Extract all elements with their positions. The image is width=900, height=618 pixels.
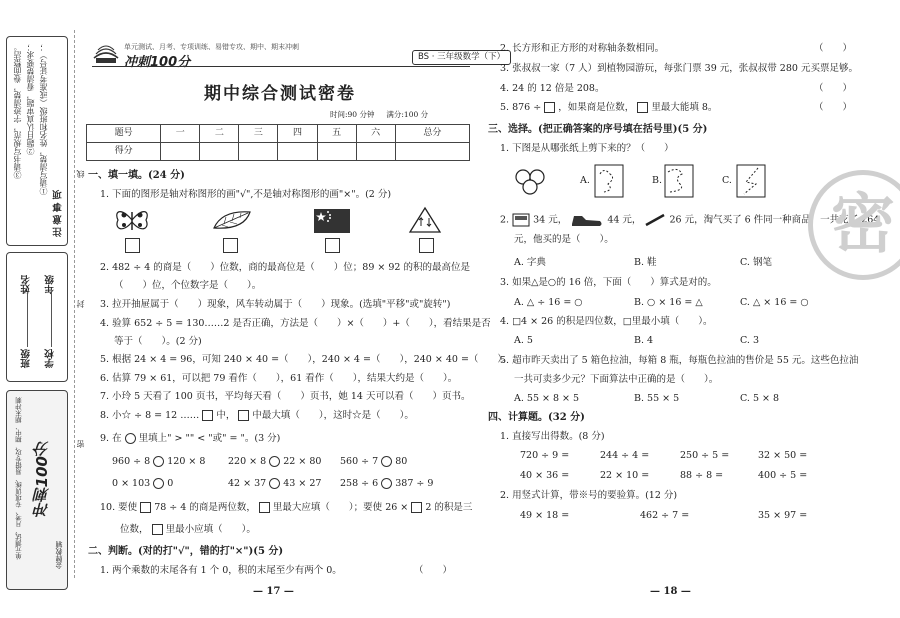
calc-item: 88 ÷ 8 =: [680, 470, 724, 481]
answer-box[interactable]: [637, 102, 648, 113]
compare-circle[interactable]: [153, 478, 164, 489]
side-publisher: 金牌教辅: [55, 541, 63, 569]
score-header-cell: 六: [356, 125, 395, 143]
choice-5b: 一共可卖多少元？下面算法中正确的是（ ）。: [514, 374, 719, 385]
compare-circle[interactable]: [269, 478, 280, 489]
judge-5-pre: 5. 876 ÷: [500, 102, 542, 113]
judge-2-blank[interactable]: （ ）: [814, 43, 853, 54]
choice-4-option-c[interactable]: C. 3: [740, 335, 760, 346]
price-dictionary: 34 元，: [533, 214, 568, 226]
compare-item: [340, 456, 407, 468]
question-7: 7. 小玲 5 天看了 100 页书，平均每天看（ ）页书，她 14 天可以看（ ）页书。: [100, 391, 471, 402]
compare-right: 43 × 27: [283, 478, 322, 489]
compare-item: [228, 478, 321, 490]
judge-1-blank[interactable]: （ ）: [414, 565, 453, 576]
choice-2-option-c[interactable]: C. 钢笔: [740, 257, 772, 268]
compare-left: 560 ÷ 7: [340, 456, 379, 467]
price-shoe: 44 元，: [607, 214, 642, 226]
school-field[interactable]: [51, 293, 52, 347]
answer-box[interactable]: [419, 238, 434, 253]
compare-circle[interactable]: [269, 456, 280, 467]
score-cell[interactable]: [395, 143, 469, 161]
compare-circle[interactable]: [381, 456, 392, 467]
score-header-cell: 二: [200, 125, 239, 143]
score-header-cell: 一: [161, 125, 200, 143]
school-label: 学校: [45, 349, 56, 368]
question-10a-mid2: 里最大应填（ ）；要使 26 ×: [272, 502, 409, 513]
answer-box[interactable]: [125, 238, 140, 253]
question-6: 6. 估算 79 × 61，可以把 79 看作（ ），61 看作（ ），结果大约是（ ）。: [100, 373, 458, 384]
compare-circle[interactable]: [153, 456, 164, 467]
compare-right: 387 ÷ 9: [395, 478, 434, 489]
compare-circle: [125, 433, 136, 444]
compare-left: 42 × 37: [228, 478, 267, 489]
confidential-stamp: 密: [808, 170, 900, 280]
choice-5-option-a[interactable]: A. 55 × 8 × 5: [514, 393, 580, 404]
score-cell[interactable]: [356, 143, 395, 161]
score-cell[interactable]: [278, 143, 317, 161]
question-5: 5. 根据 24 × 4 = 96，可知 240 × 40 =（ ），240 × 4 =（ ），240 × 40 =（ ）。: [100, 354, 512, 365]
compare-right: 22 × 80: [283, 456, 322, 467]
compare-left: 0 × 103: [112, 478, 151, 489]
judge-3: 3. 张叔叔一家（7 人）到植物园游玩，每张门票 39 元，张叔叔带 280 元买票足够。: [500, 63, 858, 74]
score-header-cell: 四: [278, 125, 317, 143]
name-label: 姓名: [21, 275, 32, 294]
seal-char: 密: [76, 440, 85, 448]
score-header-cell: 三: [239, 125, 278, 143]
answer-box[interactable]: [238, 410, 249, 421]
question-3: 3. 拉开抽屉属于（ ）现象，风车转动属于（ ）现象。(选填"平移"或"旋转"): [100, 299, 451, 310]
compare-item: [228, 456, 321, 468]
judge-5-blank[interactable]: （ ）: [814, 102, 853, 113]
question-1: 1. 下面的图形是轴对称图形的画"√",不是轴对称图形的画"×"。(2 分): [100, 189, 392, 200]
compare-item: [340, 478, 433, 490]
exam-full-score: 满分:100 分: [386, 110, 429, 119]
notice-label: 注意事项: [53, 187, 64, 237]
page-title: 期中综合测试密卷: [204, 84, 356, 104]
class-label: 班级: [21, 349, 32, 368]
choice-1-option-b[interactable]: B.: [652, 175, 663, 186]
score-cell[interactable]: [200, 143, 239, 161]
score-header-cell: 题号: [87, 125, 161, 143]
section-fill-title: 一、填一填。(24 分): [88, 170, 185, 181]
question-10a-post: 2 的积是三: [425, 502, 473, 513]
choice-2-option-a[interactable]: A. 字典: [514, 257, 546, 268]
header-brand: 冲刺100分: [124, 55, 191, 70]
notice-item: ②题目认真审题，看清楚要求；: [26, 43, 35, 155]
calc-item: 400 ÷ 5 =: [758, 470, 808, 481]
section-calc-title: 四、计算题。(32 分): [488, 412, 585, 423]
compare-left: 960 ÷ 8: [112, 456, 151, 467]
score-header-cell: 五: [317, 125, 356, 143]
compare-left: 220 × 8: [228, 456, 267, 467]
side-brand-title: 冲刺100分: [33, 441, 51, 518]
score-row-label: 得分: [87, 143, 161, 161]
calc-item: 720 ÷ 9 =: [520, 450, 570, 461]
choice-2b: 元，他买的是（ ）。: [514, 234, 614, 245]
notice-box: [6, 36, 68, 246]
book-logo-icon: [92, 40, 120, 64]
question-2b: （ ）位，个位数字是（ ）。: [114, 280, 262, 291]
page-number-left: — 17 —: [253, 586, 294, 597]
price-pen: 26 元，淘气买了 6 件同一种商品，一共花了 264: [669, 214, 880, 226]
question-9: [100, 433, 280, 445]
choice-3-option-a[interactable]: A. △ ÷ 16 = ○: [514, 297, 583, 308]
edition-badge: BS · 三年级数学（下）: [412, 50, 511, 65]
answer-box[interactable]: [325, 238, 340, 253]
choice-4-option-a[interactable]: A. 5: [514, 335, 533, 346]
calc-1: 1. 直接写出得数。(8 分): [500, 431, 605, 442]
judge-1: 1. 两个乘数的末尾各有 1 个 0，积的末尾至少有两个 0。: [100, 565, 342, 576]
score-table: [86, 124, 470, 161]
butterfly-icon: [114, 206, 150, 234]
compare-right: 0: [167, 478, 174, 489]
judge-4: 4. 24 的 12 倍是 208。: [500, 83, 605, 94]
choice-5a: 5. 超市昨天卖出了 5 箱色拉油，每箱 8 瓶，每瓶色拉油的售价是 55 元。这些色拉油: [500, 355, 859, 366]
score-cell[interactable]: [239, 143, 278, 161]
vertical-calc-item: 462 ÷ 7 =: [640, 510, 690, 521]
compare-right: 80: [395, 456, 408, 467]
question-10a-mid: 78 ÷ 4 的商是两位数，: [154, 502, 256, 513]
page-number-right: — 18 —: [650, 586, 691, 597]
answer-box[interactable]: [259, 502, 270, 513]
question-10a: [100, 502, 472, 514]
section-choice-title: 三、选择。(把正确答案的序号填在括号里)(5 分): [488, 124, 708, 135]
vertical-calc-item: 35 × 97 =: [758, 510, 808, 521]
header-tagline: 单元测试、月考、专项训练、易错专攻、期中、期末冲刺: [124, 43, 299, 51]
choice-1: 1. 下图是从哪张纸上剪下来的？（ ）: [500, 143, 674, 154]
choice-3: 3. 如果△是○的 16 倍，下面（ ）算式是对的。: [500, 277, 717, 288]
calc-item: 32 × 50 =: [758, 450, 808, 461]
choice-1-option-a[interactable]: A.: [580, 175, 590, 186]
compare-left: 258 ÷ 6: [340, 478, 379, 489]
compare-item: [112, 478, 173, 490]
score-header-cell: 总分: [395, 125, 469, 143]
judge-5-mid: ，如果商是位数，: [558, 102, 635, 113]
judge-5-post: 里最大能填 8。: [651, 102, 718, 113]
question-8-mid: 中，: [216, 410, 236, 421]
compare-item: [112, 456, 205, 468]
answer-box[interactable]: [411, 502, 422, 513]
question-9-pre: 9. 在: [100, 433, 122, 444]
vertical-calc-item: 49 × 18 =: [520, 510, 570, 521]
choice-5-option-b[interactable]: B. 55 × 5: [634, 393, 680, 404]
calc-item: 250 ÷ 5 =: [680, 450, 730, 461]
clover-icon: [512, 165, 548, 197]
exam-meta: [330, 110, 428, 119]
pen-icon: [644, 213, 666, 227]
shoe-icon: [570, 212, 604, 228]
calc-item: 244 ÷ 4 =: [600, 450, 650, 461]
question-8-pre: 8. 小☆ ÷ 8 = 12 ……: [100, 410, 200, 421]
choice-1-option-c[interactable]: C.: [722, 175, 732, 186]
judge-5: [500, 102, 717, 114]
question-10a-pre: 10. 要使: [100, 502, 138, 513]
question-2a: 2. 482 ÷ 4 的商是（ ）位数，商的最高位是（ ）位；89 × 92 的积的最高位是: [100, 262, 470, 273]
answer-box[interactable]: [544, 102, 555, 113]
choice-5-option-c[interactable]: C. 5 × 8: [740, 393, 780, 404]
compare-circle[interactable]: [381, 478, 392, 489]
question-10b-pre: 位数，: [120, 524, 149, 535]
choice-4-option-b[interactable]: B. 4: [634, 335, 654, 346]
calc-2: 2. 用竖式计算，带※号的要验算。(12 分): [500, 490, 678, 501]
question-4a: 4. 验算 652 ÷ 5 = 130……2 是否正确，方法是（ ）×（ ）+（ ），看结果是否: [100, 318, 491, 329]
question-9-post: 里填上" > "" < "或" = "。(3 分): [138, 433, 281, 444]
score-cell[interactable]: [161, 143, 200, 161]
question-8: [100, 410, 414, 422]
seal-char: 线: [76, 170, 85, 178]
student-info-box: [6, 252, 68, 382]
question-8-post: 中最大填（ ），这时☆是（ ）。: [252, 410, 414, 421]
answer-box[interactable]: [152, 524, 163, 535]
choice-2-option-b[interactable]: B. 鞋: [634, 257, 657, 268]
score-header-row: [87, 125, 470, 143]
folded-paper-b-icon: [664, 164, 694, 198]
header-divider: [92, 66, 470, 67]
judge-2: 2. 长方形和正方形的对称轴条数相同。: [500, 43, 665, 54]
warning-triangle-icon: [408, 206, 442, 234]
folded-paper-c-icon: [736, 164, 766, 198]
flag-icon: [314, 209, 350, 233]
grade-label: 年级: [45, 275, 56, 294]
question-10b-post: 里最小应填（ ）。: [165, 524, 256, 535]
seal-char: 封: [76, 300, 85, 308]
choice-4: 4. □4 × 26 的积是四位数，□里最小填（ ）。: [500, 316, 713, 327]
binding-strip: [0, 0, 85, 618]
notice-item: ①请写清楚，姓名和班级（或准考证号）；: [39, 43, 48, 195]
class-field[interactable]: [27, 293, 28, 347]
calc-item: 22 × 10 =: [600, 470, 650, 481]
exam-time: 时间:90 分钟: [330, 110, 375, 119]
side-brand-box: [6, 390, 68, 590]
calc-item: 40 × 36 =: [520, 470, 570, 481]
question-4b: 等于（ ）。(2 分): [114, 336, 202, 347]
answer-box[interactable]: [223, 238, 238, 253]
score-cell[interactable]: [317, 143, 356, 161]
dictionary-icon: [512, 212, 530, 228]
folded-paper-a-icon: [594, 164, 624, 198]
question-10b: [120, 524, 256, 536]
answer-box[interactable]: [140, 502, 151, 513]
choice-2-number: 2.: [500, 214, 510, 226]
choice-3-option-c[interactable]: C. △ × 16 = ○: [740, 297, 809, 308]
choice-3-option-b[interactable]: B. ○ × 16 = △: [634, 297, 703, 308]
section-judge-title: 二、判断。(对的打"√"，错的打"×")(5 分): [88, 546, 284, 557]
notice-item: ③请书写规范，字迹清楚，卷面整洁。: [13, 43, 22, 179]
leaf-icon: [212, 208, 252, 232]
answer-box[interactable]: [202, 410, 213, 421]
side-brand-sub: 单元测试、月考、专项训练、易错专攻、期中、期末冲刺: [15, 397, 23, 560]
seal-line: [74, 30, 75, 578]
judge-4-blank[interactable]: （ ）: [814, 83, 853, 94]
compare-right: 120 × 8: [167, 456, 206, 467]
score-row: [87, 143, 470, 161]
